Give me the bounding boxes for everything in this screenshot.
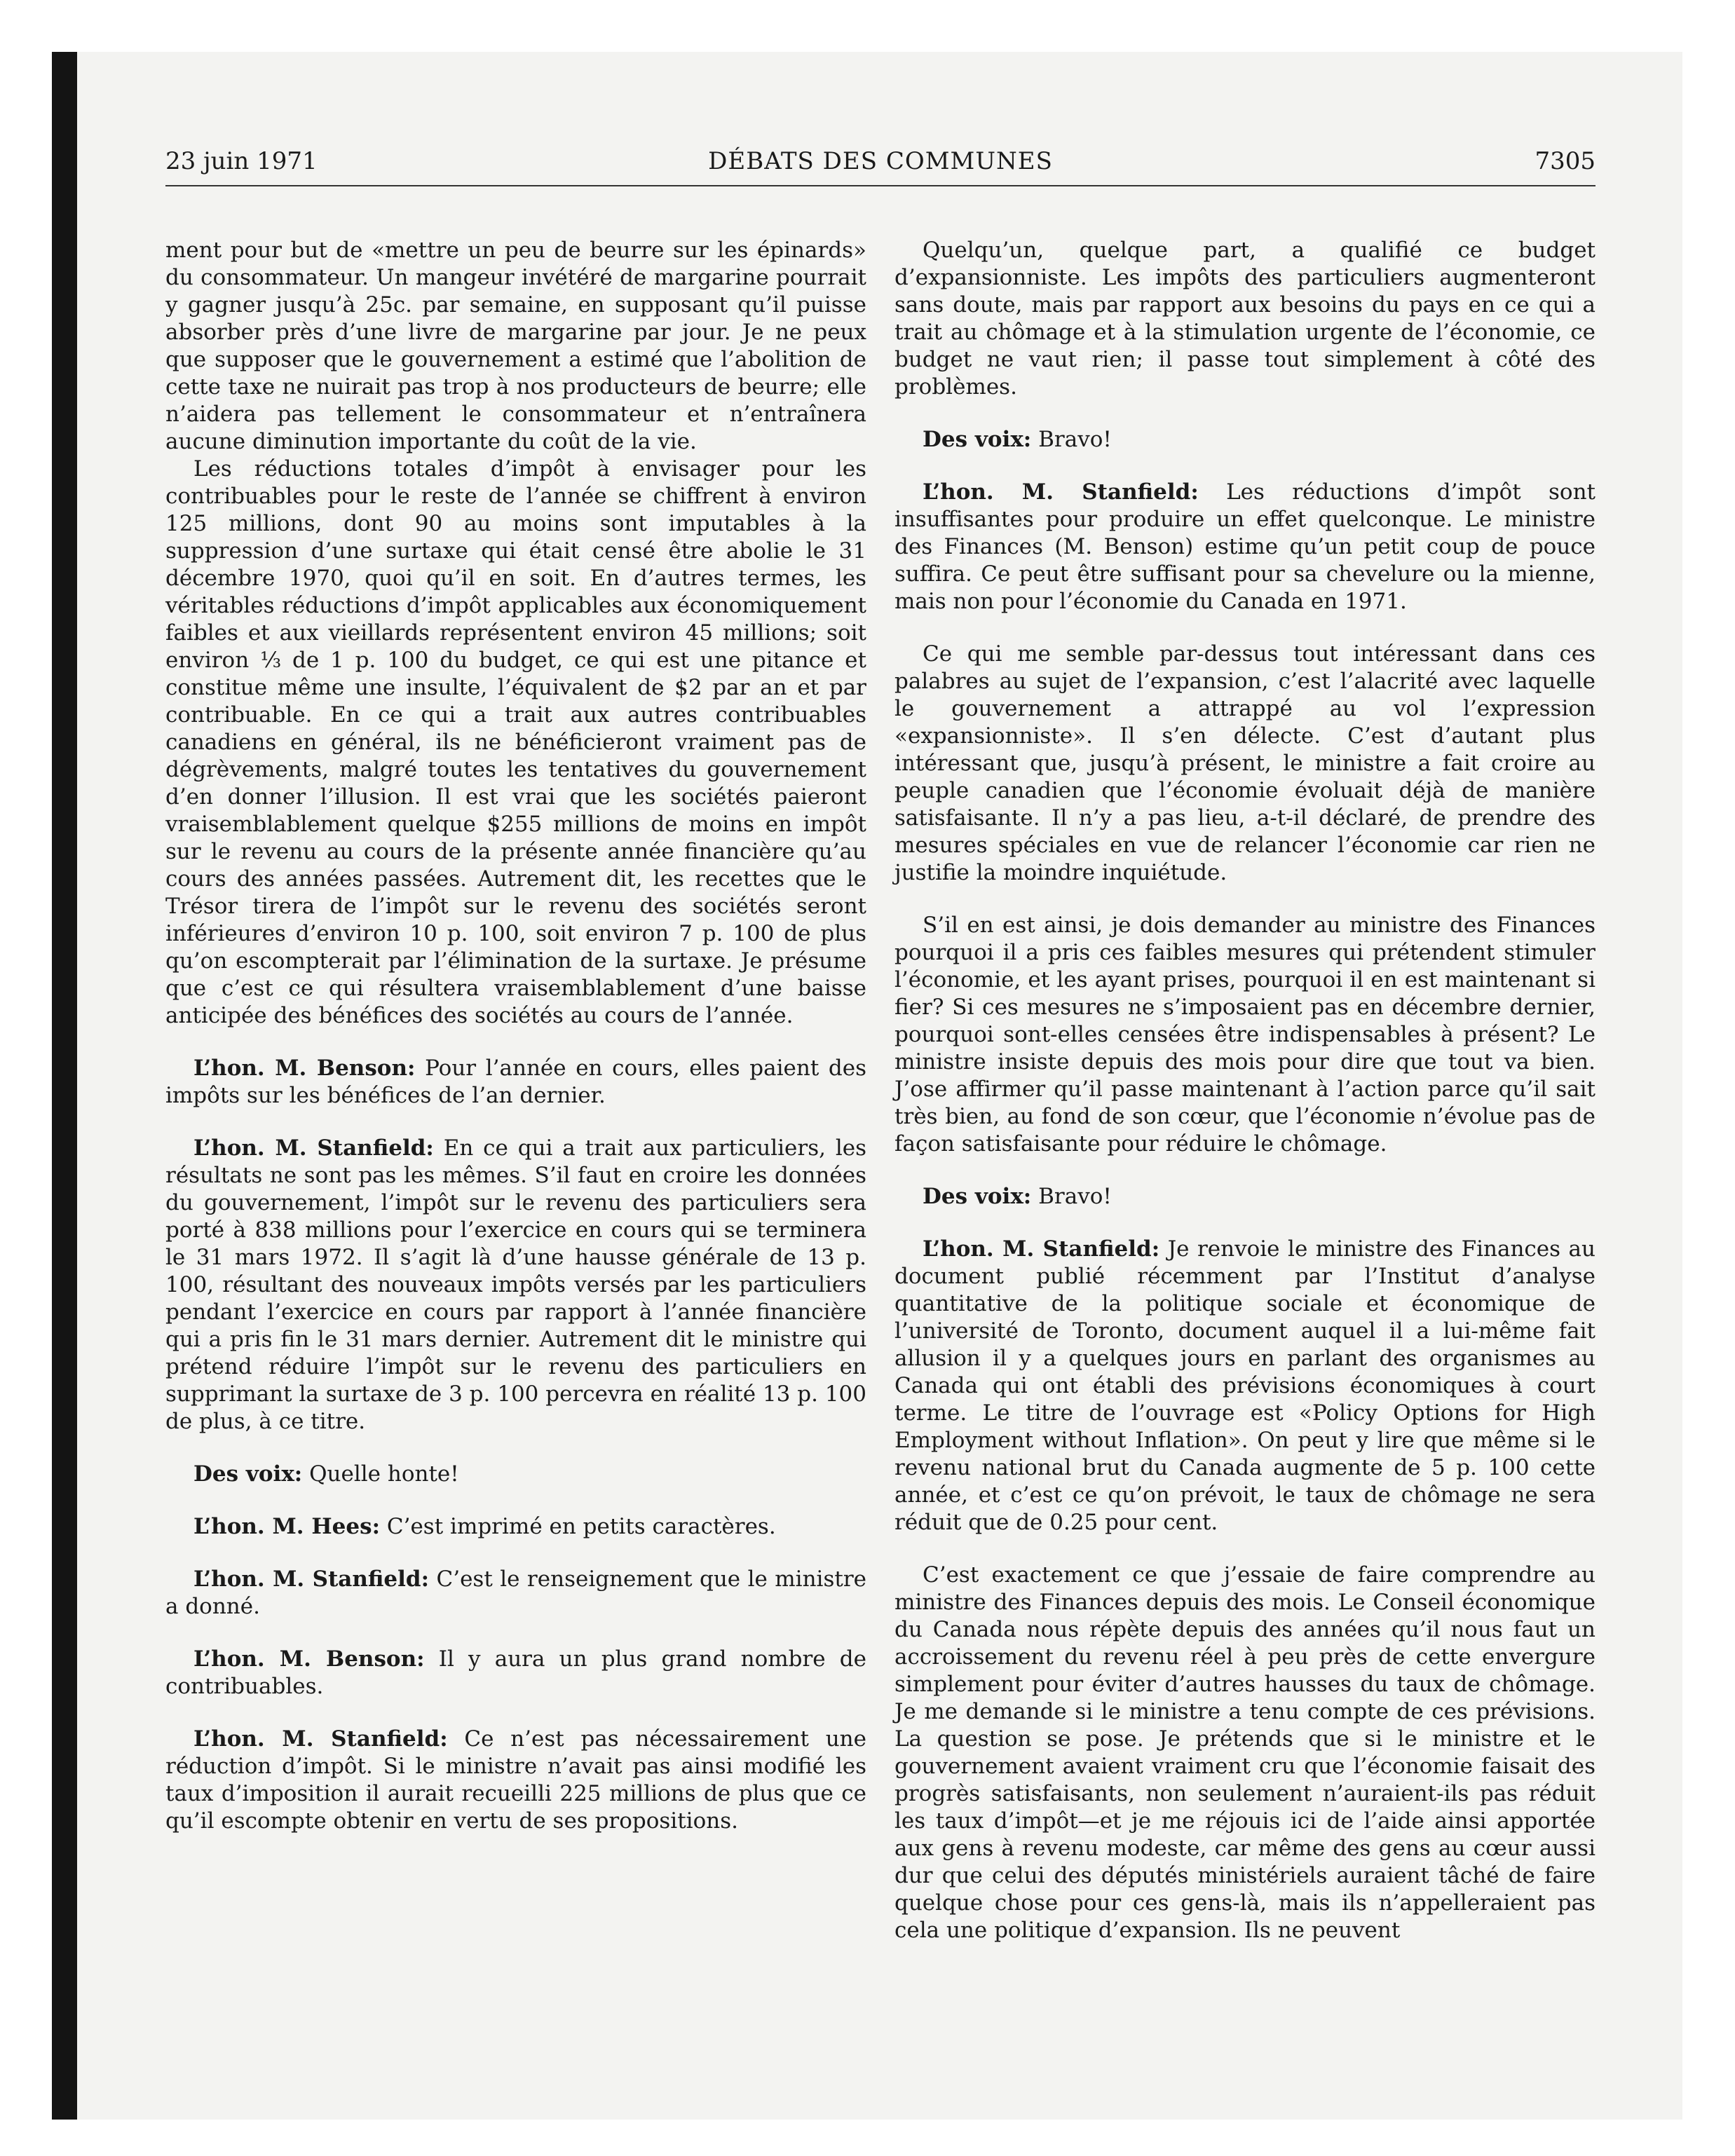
speaker-name: L’hon. M. Benson: <box>193 1056 416 1081</box>
paragraph-text: Les réductions totales d’impôt à envisager pour les contribuables pour le reste de l’année se chiffrent à environ 125 millions, dont 90 au moins sont imputables à la suppression d’une surtaxe qui était censé être abolie le 31 décembre 1970, quoi qu’il en soit. En d’autres termes, les véritables réductions d’impôt applicables aux économiquement faibles et aux vieillards représentent environ 45 millions; soit environ ⅓ de 1 p. 100 du budget, ce qui est une pitance et constitue même une insulte, l’équivalent de $2 par an et par contribuable. En ce qui a trait aux autres contribuables canadiens en général, ils ne bénéficieront vraiment pas de dégrèvements, malgré toutes les tentatives du gouvernement d’en donner l’illusion. Il est vrai que les sociétés paieront vraisemblablement quelque $255 millions de moins en impôt sur le revenu au cours de la présente année financière qu’au cours des années passées. Autrement dit, les recettes que le Trésor tirera de l’impôt sur le revenu des sociétés seront inférieures d’environ 10 p. 100, soit environ 7 p. 100 de plus qu’on escompterait par l’élimination de la surtaxe. Je présume que c’est ce qui résultera vraisemblablement d’une baisse anticipée des bénéfices des sociétés au cours de l’année. <box>165 456 866 1028</box>
speaker-name: Des voix: <box>193 1461 303 1487</box>
left-column <box>165 237 866 1835</box>
paragraph <box>894 237 1595 401</box>
paragraph-text: ment pour but de «mettre un peu de beurre sur les épinards» du consommateur. Un mangeur invétéré de margarine pourrait y gagner jusqu’à 25c. par semaine, en supposant qu’il puisse absorber près d’une livre de margarine par jour. Je ne peux que supposer que le gouvernement a estimé que l’abolition de cette taxe ne nuirait pas trop à nos producteurs de beurre; elle n’aidera pas tellement le consommateur et n’entraînera aucune diminution importante du coût de la vie. <box>165 238 866 454</box>
speech-text: Il y aura un plus grand nombre de contribuables. <box>165 1646 866 1699</box>
speech-text: Pour l’année en cours, elles paient des impôts sur les bénéfices de l’an dernier. <box>165 1056 867 1108</box>
speech <box>165 1566 866 1621</box>
speaker-name: L’hon. M. Stanfield: <box>193 1726 448 1752</box>
speech <box>894 1236 1595 1536</box>
paragraph-text: Quelqu’un, quelque part, a qualifié ce budget d’expansionniste. Les impôts des particuliers augmenteront sans doute, mais par rapport aux besoins du pays en ce qui a trait au chômage et à la stimulation urgente de l’économie, ce budget ne vaut rien; il passe tout simplement à côté des problèmes. <box>894 238 1595 400</box>
speech-text: Bravo! <box>1038 427 1112 452</box>
speaker-name: L’hon. M. Hees: <box>193 1514 381 1539</box>
speaker-name: L’hon. M. Benson: <box>193 1646 425 1672</box>
speech <box>165 1726 866 1835</box>
header-rule <box>165 185 1595 186</box>
speech <box>894 1183 1595 1210</box>
paragraph <box>165 237 866 456</box>
speech <box>165 1513 866 1541</box>
speech-text: C’est imprimé en petits caractères. <box>386 1514 776 1539</box>
speaker-name: L’hon. M. Stanfield: <box>193 1567 430 1592</box>
speech-text: En ce qui a trait aux particuliers, les résultats ne sont pas les mêmes. S’il faut en croire les données du gouvernement, l’impôt sur le revenu des particuliers sera porté à 838 millions pour l’exercice en cours qui se terminera le 31 mars 1972. Il s’agit là d’une hausse générale de 13 p. 100, résultant des nouveaux impôts versés par les particuliers pendant l’exercice en cours par rapport à l’année financière qui a pris fin le 31 mars dernier. Autrement dit le ministre qui prétend réduire l’impôt sur le revenu des particuliers en supprimant la surtaxe de 3 p. 100 percevra en réalité 13 p. 100 de plus, à ce titre. <box>165 1135 866 1434</box>
speech <box>894 426 1595 453</box>
right-column <box>894 237 1595 1944</box>
speaker-name: L’hon. M. Stanfield: <box>193 1135 434 1161</box>
paragraph <box>894 912 1595 1158</box>
speaker-name: Des voix: <box>923 427 1032 452</box>
speech-text: Je renvoie le ministre des Finances au document publié récemment par l’Institut d’analyse quantitative de la politique sociale et économique de l’université de Toronto, document auquel il a lui-même fait allusion il y a quelques jours en parlant des organismes au Canada qui ont établi des prévisions économiques à court terme. Le titre de l’ouvrage est «Policy Options for High Employment without Inflation». On peut y lire que même si le revenu national brut du Canada augmente de 5 p. 100 cette année, et c’est ce qu’on prévoit, le taux de chômage ne sera réduit que de 0.25 pour cent. <box>894 1236 1595 1535</box>
paragraph-text: Ce qui me semble par-dessus tout intéressant dans ces palabres au sujet de l’expansion, c’est l’alacrité avec laquelle le gouvernement a attrappé au vol l’expression «expansionniste». Il s’en délecte. C’est d’autant plus intéressant que, jusqu’à présent, le ministre a fait croire au peuple canadien que l’économie évoluait déjà de manière satisfaisante. Il n’y a pas lieu, a-t-il déclaré, de prendre des mesures spéciales en vue de relancer l’économie car rien ne justifie la moindre inquiétude. <box>894 641 1595 885</box>
speech <box>165 1055 866 1110</box>
speech-text: Les réductions d’impôt sont insuffisantes pour produire un effet quelconque. Le ministre des Finances (M. Benson) estime qu’un petit coup de pouce suffira. Ce peut être suffisant pour sa chevelure ou la mienne, mais non pour l’économie du Canada en 1971. <box>894 479 1595 614</box>
speaker-name: L’hon. M. Stanfield: <box>923 1236 1160 1262</box>
paragraph <box>894 1562 1595 1944</box>
speech-text: C’est le renseignement que le ministre a donné. <box>165 1567 867 1619</box>
speech <box>894 479 1595 615</box>
header-date: 23 juin 1971 <box>165 147 318 175</box>
paragraph-text: C’est exactement ce que j’essaie de faire comprendre au ministre des Finances depuis des mois. Le Conseil économique du Canada nous répète depuis des années qu’il nous faut un accroissement du revenu réel à peu près de cette envergure simplement pour éviter d’autres hausses du taux de chômage. Je me demande si le ministre a tenu compte de ces prévisions. La question se pose. Je prétends que si le ministre et le gouvernement avaient vraiment cru que l’économie faisait des progrès satisfaisants, non seulement n’auraient-ils pas réduit les taux d’impôt—et je me réjouis ici de l’aide ainsi apportée aux gens à revenu modeste, car même des gens au cœur aussi dur que celui des députés ministériels auraient tâché de faire quelque chose pour ces gens-là, mais ils n’appelleraient pas cela une politique d’expansion. Ils ne peuvent <box>894 1562 1595 1943</box>
header-page-number: 7305 <box>1535 147 1595 175</box>
speaker-name: Des voix: <box>923 1184 1032 1209</box>
speech <box>165 1135 866 1435</box>
page-header <box>165 147 1595 186</box>
paragraph-text: S’il en est ainsi, je dois demander au ministre des Finances pourquoi il a pris ces faibles mesures qui prétendent stimuler l’économie, et les ayant prises, pourquoi il en est maintenant si fier? Si ces mesures ne s’imposaient pas en décembre dernier, pourquoi sont-elles censées être indispensables à présent? Le ministre insiste depuis des mois pour dire que tout va bien. J’ose affirmer qu’il passe maintenant à l’action parce qu’il sait très bien, au fond de son cœur, que l’économie n’évolue pas de façon satisfaisante pour réduire le chômage. <box>894 913 1595 1157</box>
header-title: DÉBATS DES COMMUNES <box>708 147 1053 175</box>
speech <box>165 1461 866 1488</box>
paragraph <box>165 456 866 1030</box>
paragraph <box>894 641 1595 887</box>
speech <box>165 1646 866 1700</box>
speech-text: Bravo! <box>1038 1184 1112 1209</box>
scan-left-edge <box>52 52 77 2120</box>
speech-text: Ce n’est pas nécessairement une réduction d’impôt. Si le ministre n’avait pas ainsi modifié les taux d’imposition il aurait recueilli 225 millions de plus que ce qu’il escompte obtenir en vertu de ses propositions. <box>165 1726 866 1834</box>
speaker-name: L’hon. M. Stanfield: <box>923 479 1199 505</box>
speech-text: Quelle honte! <box>309 1461 459 1487</box>
